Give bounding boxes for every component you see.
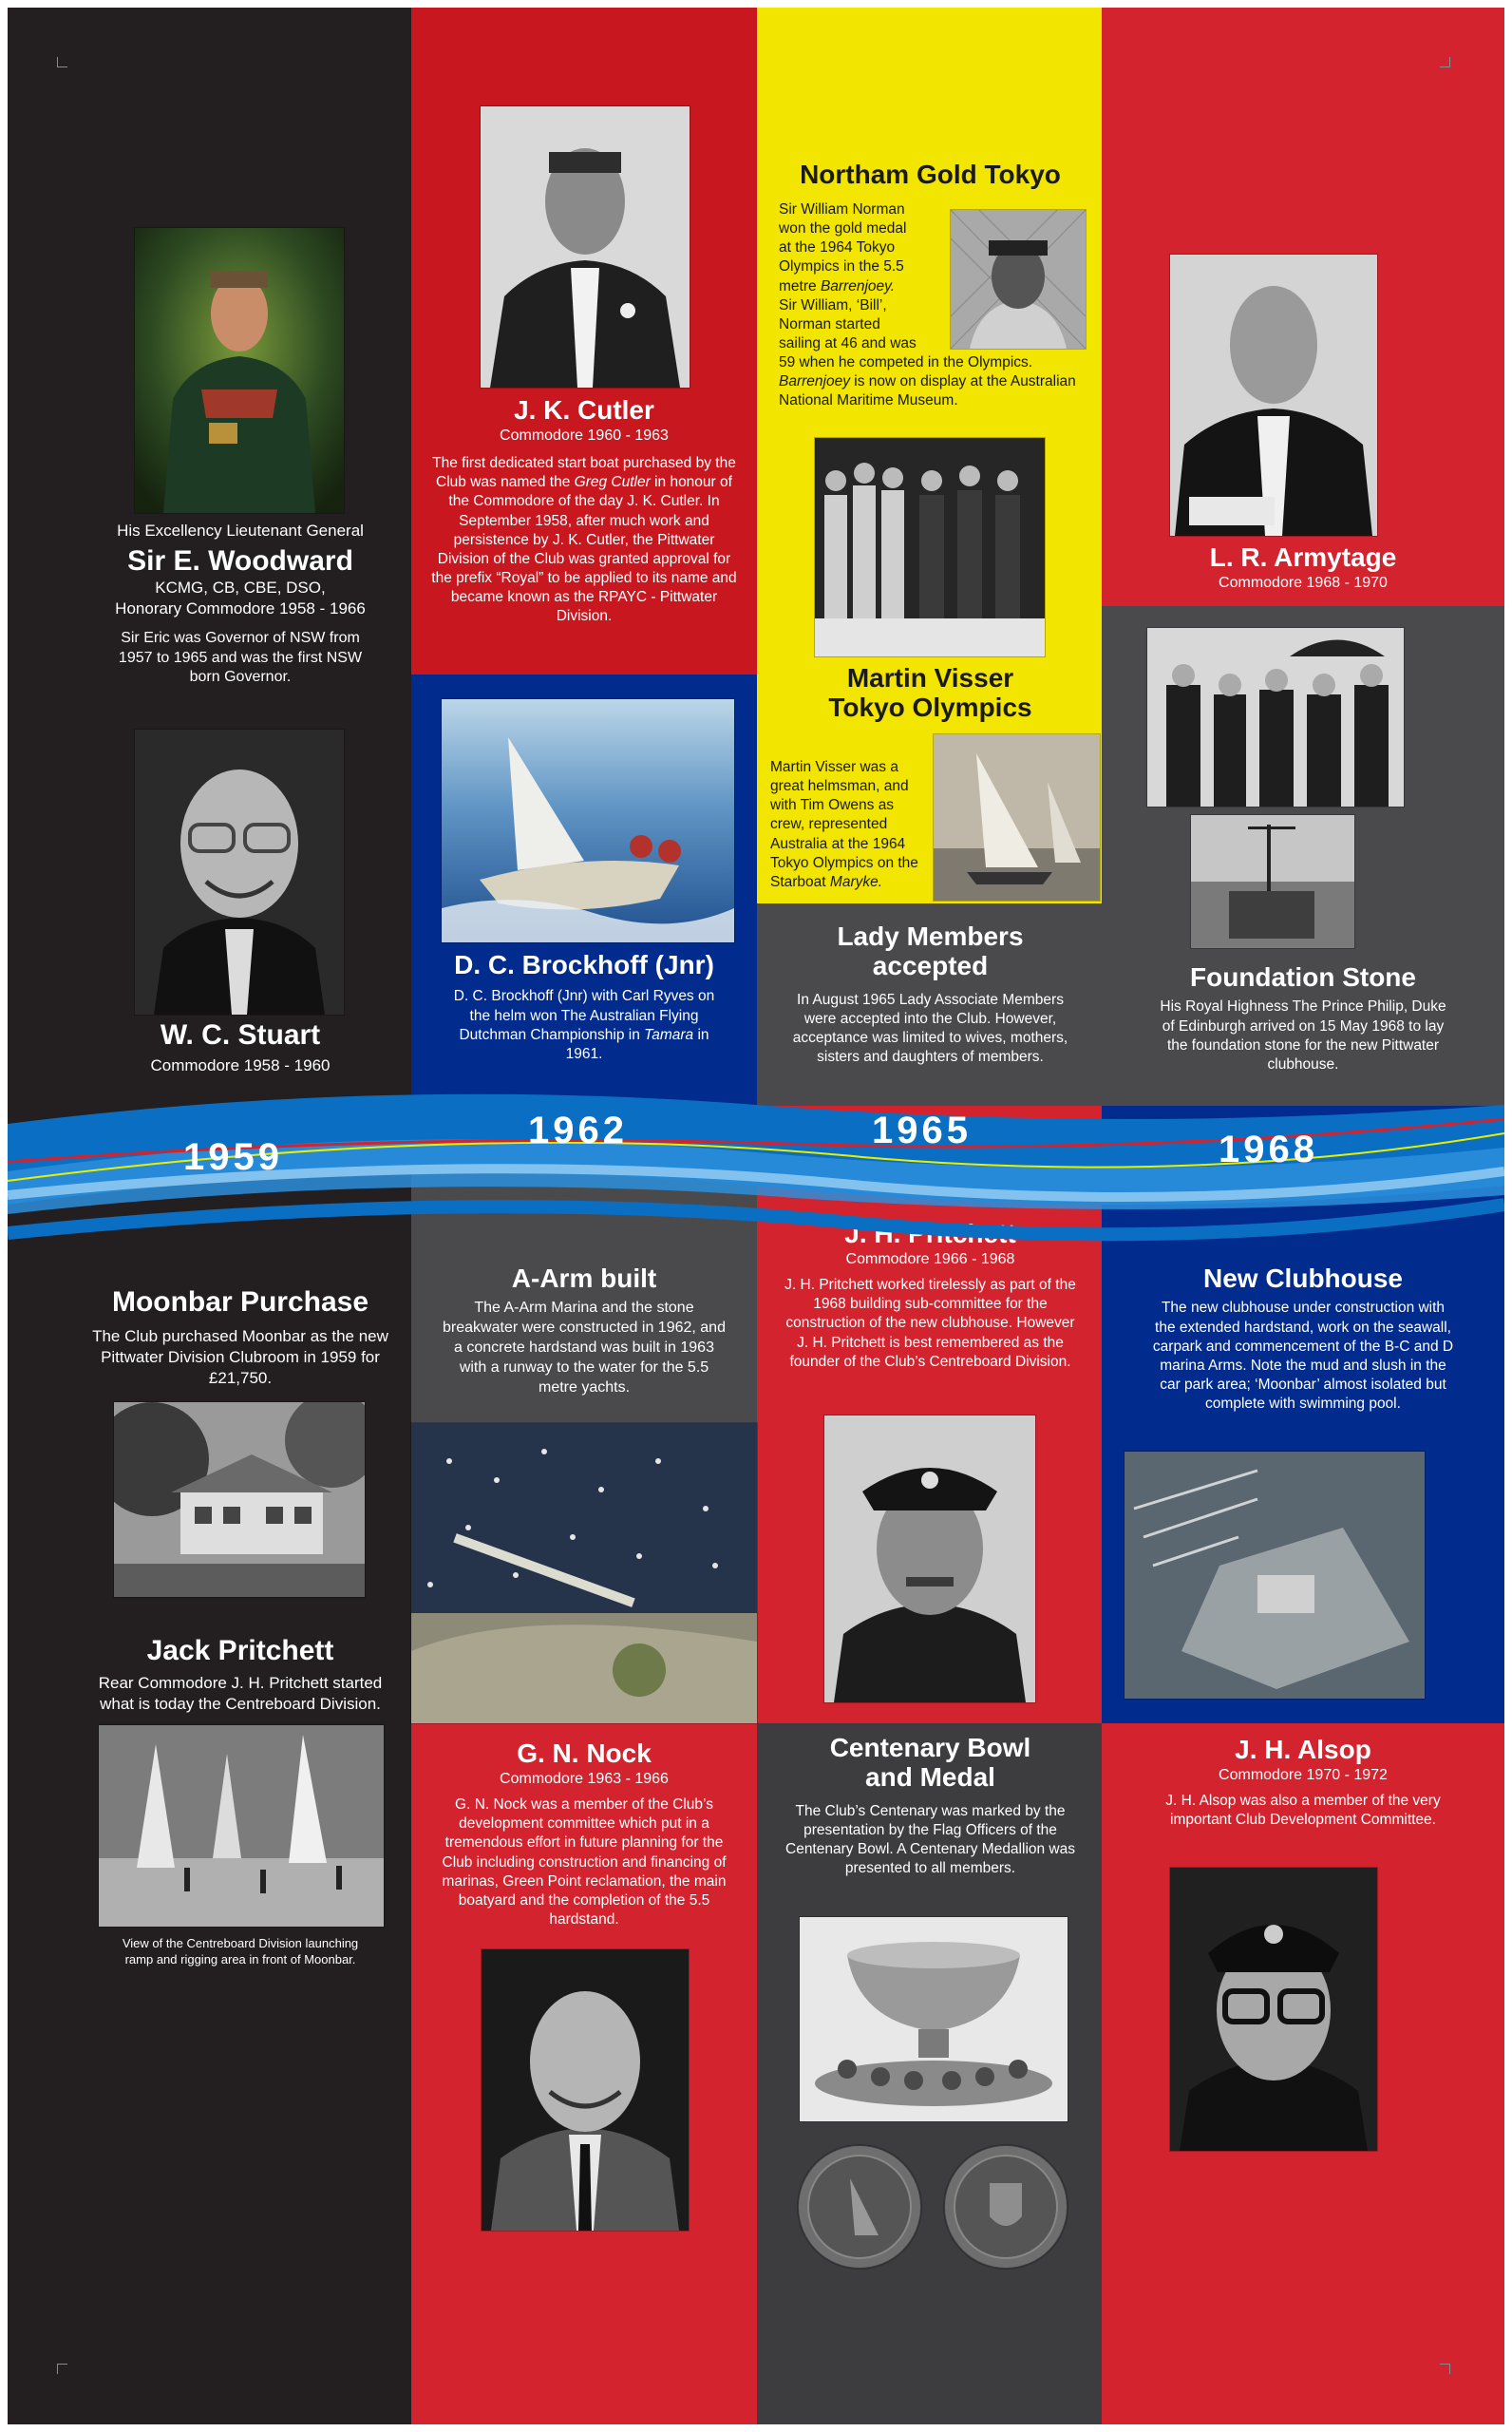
starboat-sailing-photo — [934, 734, 1100, 901]
northam-title: Northam Gold Tokyo — [800, 160, 1061, 189]
year-1962: 1962 — [528, 1110, 628, 1151]
brockhoff-text-a: D. C. Brockhoff (Jnr) with Carl Ryves on the helm won The Australian Flying Dutchman Championship in — [453, 988, 715, 1043]
crop-mark — [57, 2364, 67, 2374]
woodward-name: Sir E. Woodward — [127, 545, 353, 578]
northam-text-italic: Barrenjoey. — [820, 277, 896, 294]
centenary-bowl-photo — [800, 1917, 1068, 2121]
armytage-role: Commodore 1968 - 1970 — [1219, 575, 1388, 592]
northam-text-b: Sir William, ‘Bill’, Norman started sailing at 46 and was 59 when he competed in the Olympics. — [779, 296, 1033, 371]
stuart-name: W. C. Stuart — [160, 1019, 321, 1051]
lady-title: Lady Members accepted — [837, 922, 1024, 981]
visser-text — [770, 758, 932, 892]
year-1959: 1959 — [183, 1136, 283, 1178]
aarm-title: A-Arm built — [511, 1264, 657, 1293]
visser-title: Martin Visser Tokyo Olympics — [828, 663, 1032, 723]
jack-title: Jack Pritchett — [146, 1635, 334, 1666]
stone-title: Foundation Stone — [1190, 962, 1416, 992]
bowl-title: Centenary Bowl and Medal — [829, 1733, 1031, 1793]
marina-aerial-photo — [411, 1423, 757, 1723]
northam-text-c: is now on display at the Australian National Maritime Museum. — [779, 373, 1076, 409]
cutler-text — [430, 454, 738, 626]
northam-text — [779, 200, 1087, 411]
cutler-name: J. K. Cutler — [514, 395, 654, 425]
nock-text: G. N. Nock was a member of the Club’s development committee which put in a tremendous effort in future planning for the Club including construction and financing of marinas, Green Point reclamation, the main boatyard and the completion of the 5.5 hardstand. — [442, 1796, 727, 1928]
year-1965: 1965 — [872, 1110, 972, 1151]
nock-role: Commodore 1963 - 1966 — [500, 1771, 669, 1788]
armytage-name: L. R. Armytage — [1209, 542, 1397, 572]
woodward-portrait-painting — [135, 228, 344, 513]
northam-text-italic2: Barrenjoey — [779, 373, 850, 390]
stone-text: His Royal Highness The Prince Philip, Duke of Edinburgh arrived on 15 May 1968 to lay the foundation stone for the new Pittwater clubhouse. — [1160, 998, 1446, 1073]
moonbar-house-photo — [114, 1402, 365, 1597]
cutler-text-italic: Greg Cutler — [574, 474, 651, 491]
jack-photo-caption: View of the Centreboard Division launching ramp and rigging area in front of Moonbar. — [122, 1936, 359, 1966]
aarm-text: The A-Arm Marina and the stone breakwater were constructed in 1962, and a concrete hardstand was built in 1963 with a runway to the water for the 5.5 metre yachts. — [443, 1300, 726, 1396]
crop-mark — [1440, 57, 1450, 67]
bowl-text: The Club’s Centenary was marked by the presentation by the Flag Officers of the Centenary Bowl. A Centenary Medallion was presented to all members. — [785, 1802, 1075, 1877]
pritchett-role: Commodore 1966 - 1968 — [845, 1251, 1015, 1268]
pritchett-name: J. H. Pritchett — [844, 1219, 1016, 1248]
clubhouse-text: The new clubhouse under construction with the extended hardstand, work on the seawall, carpark and commencement of the B-C and D marina Arms. Note the mud and slush in the car park area; ‘Moonbar’ almost isolated but complete with swimming pool. — [1152, 1300, 1454, 1413]
alsop-text: J. H. Alsop was also a member of the very important Club Development Committee. — [1165, 1793, 1441, 1829]
cutler-role: Commodore 1960 - 1963 — [500, 428, 669, 445]
alsop-name: J. H. Alsop — [1235, 1735, 1371, 1764]
alsop-role: Commodore 1970 - 1972 — [1219, 1767, 1388, 1784]
brockhoff-sailing-photo — [442, 699, 734, 942]
crop-mark — [57, 57, 67, 67]
armytage-portrait-photo — [1170, 255, 1377, 536]
medal-icon — [944, 2145, 1068, 2269]
timeline-poster — [8, 8, 1504, 2424]
crop-mark — [1440, 2364, 1450, 2374]
cutler-portrait-photo — [481, 106, 690, 388]
lady-text: In August 1965 Lady Associate Members were accepted into the Club. However, acceptance was limited to wives, mothers, sisters and daughters of members. — [792, 991, 1068, 1066]
brockhoff-text-b: in 1961. — [565, 1026, 709, 1062]
brockhoff-text — [442, 987, 727, 1064]
woodward-text: Sir Eric was Governor of NSW from 1957 to 1965 and was the first NSW born Governor. — [118, 629, 363, 686]
jack-text: Rear Commodore J. H. Pritchett started what is today the Centreboard Division. — [98, 1673, 383, 1713]
brockhoff-text-italic: Tamara — [644, 1026, 694, 1043]
medal-icon — [798, 2145, 921, 2269]
woodward-title-prefix: His Excellency Lieutenant General — [117, 522, 364, 540]
foundation-stone-photo — [1191, 815, 1354, 948]
prince-philip-visit-photo — [1147, 628, 1404, 807]
woodward-honours: KCMG, CB, CBE, DSO, — [155, 578, 326, 597]
year-1968: 1968 — [1219, 1129, 1318, 1170]
centreboard-ramp-photo — [99, 1725, 384, 1927]
visser-text-italic: Maryke. — [829, 873, 883, 890]
pritchett-text: J. H. Pritchett worked tirelessly as part of the 1968 building sub-committee for the construction of the new clubhouse. However J. H. Pritchett is best remembered as the founder of the Club’s Centreboard Division. — [784, 1277, 1076, 1370]
clubhouse-aerial-photo — [1125, 1452, 1425, 1699]
moonbar-text: The Club purchased Moonbar as the new Pittwater Division Clubroom in 1959 for £21,750. — [92, 1326, 388, 1387]
woodward-role: Honorary Commodore 1958 - 1966 — [115, 598, 366, 618]
timeline-banner — [8, 1081, 1504, 1285]
olympic-podium-photo — [815, 438, 1045, 656]
nock-name: G. N. Nock — [517, 1738, 652, 1768]
cutler-text-b: in honour of the Commodore of the day J. K. Cutler. In September 1958, after much work and persistence by J. K. Cutler, the Pittwater Division of the Club was granted approval for the prefix “Royal” to be applied to its name and became known as the RPAYC - Pittwater Division. — [431, 474, 737, 625]
nock-portrait-photo — [482, 1949, 689, 2231]
brockhoff-name: D. C. Brockhoff (Jnr) — [454, 950, 714, 979]
moonbar-title: Moonbar Purchase — [111, 1286, 369, 1318]
northam-text-a: Sir William Norman won the gold medal at the 1964 Tokyo Olympics in the 5.5 metre — [779, 201, 907, 294]
stuart-role: Commodore 1958 - 1960 — [150, 1055, 331, 1074]
visser-text-a: Martin Visser was a great helmsman, and with Tim Owens as crew, represented Australia at the 1964 Tokyo Olympics on the Starboat — [770, 759, 918, 890]
cutler-text-a: The first dedicated start boat purchased by the Club was named the — [432, 455, 736, 491]
pritchett-portrait-photo — [824, 1416, 1035, 1702]
alsop-portrait-photo — [1170, 1868, 1377, 2151]
stuart-portrait-photo — [135, 730, 344, 1015]
clubhouse-title: New Clubhouse — [1202, 1264, 1403, 1293]
